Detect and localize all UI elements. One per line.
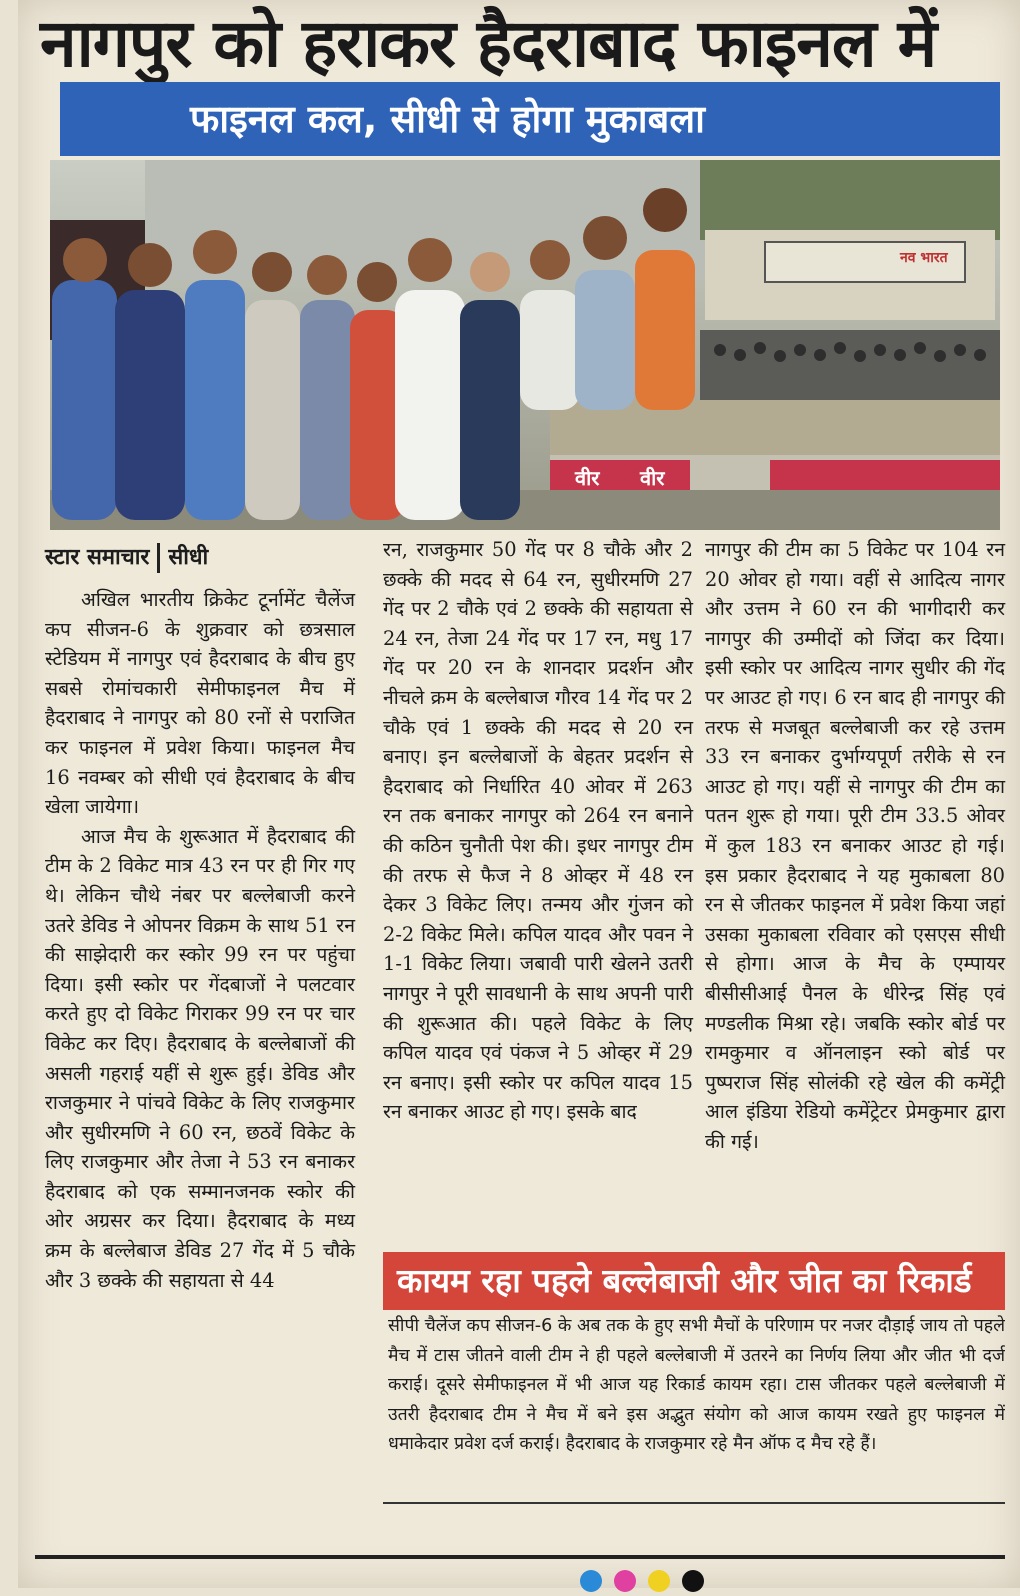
subheadline-banner: फाइनल कल, सीधी से होगा मुकाबला — [60, 82, 1000, 156]
article-column-1 — [45, 585, 355, 1295]
page-bottom-rule — [35, 1555, 1005, 1559]
headline: नागपुर को हराकर हैदराबाद फाइनल में — [40, 5, 937, 82]
article-column-3 — [705, 535, 1005, 1156]
sign-right-text: वीर — [640, 466, 665, 490]
black-dot — [682, 1570, 704, 1592]
article-paragraph: नागपुर की टीम का 5 विकेट पर 104 रन 20 ओवर हो गया। वहीं से आदित्य नागर और उत्तम ने 60 रन की भागीदारी कर नागपुर की उम्मीदों को जिंदा कर दिया। इसी स्कोर पर आदित्य नागर सुधीर की गेंद पर आउट हो गए। 6 रन बाद ही नागपुर की तरफ से मजबूत बल्लेबाजी कर रहे उत्तम 33 रन बनाकर दुर्भाग्यपूर्ण तरीके से रन आउट हो गए। यहीं से नागपुर की टीम का पतन शुरू हो गया। पूरी टीम 33.5 ओवर में कुल 183 रन बनाकर आउट हो गई। इस प्रकार हैदराबाद ने यह मुकाबला 80 रन से जीतकर फाइनल में प्रवेश किया जहां उसका मुकाबला रविवार को एसएस सीधी से होगा। आज के मैच के एम्पायर बीसीसीआई पैनल के धीरेन्द्र सिंह एवं मण्डलीक मिश्रा रहे। जबकि स्कोर बोर्ड पर रामकुमार व ऑनलाइन स्को बोर्ड पर पुष्पराज सिंह सोलंकी रहे खेल की कमेंट्री आल इंडिया रेडियो कमेंट्रेटर प्रेमकुमार द्वारा की गई। — [705, 538, 1005, 1153]
news-photo — [50, 160, 1000, 530]
article-paragraph: अखिल भारतीय क्रिकेट टूर्नामेंट चैलेंज कप सीजन-6 के शुक्रवार को छत्रसाल स्टेडियम में नागपुर एवं हैदराबाद के बीच हुए सबसे रोमांचकारी सेमीफाइनल मैच में हैदराबाद ने नागपुर को 80 रनों से पराजित कर फाइनल में प्रवेश किया। फाइनल मैच 16 नवम्बर को सीधी एवं हैदराबाद के बीच खेला जायेगा। — [45, 588, 355, 819]
dateline-divider — [157, 543, 160, 573]
sign-left-text: वीर — [575, 466, 600, 490]
sidebar-box-rule — [383, 1502, 1005, 1504]
scoreboard-text: नव भारत — [900, 250, 948, 266]
color-registration-marks — [580, 1570, 716, 1588]
dateline — [45, 538, 355, 578]
article-column-2 — [383, 535, 693, 1127]
yellow-dot — [648, 1570, 670, 1592]
photo-illustration — [50, 160, 1000, 530]
sidebar-box-title: कायम रहा पहले बल्लेबाजी और जीत का रिकार्ड — [383, 1252, 1005, 1310]
article-paragraph: आज मैच के शुरूआत में हैदराबाद की टीम के 2 विकेट मात्र 43 रन पर ही गिर गए थे। लेकिन चौथे नंबर पर बल्लेबाजी करने उतरे डेविड ने ओपनर विक्रम के साथ 51 रन की साझेदारी कर स्कोर 99 रन पर पहुंचा दिया। इसी स्कोर पर गेंदबाजों ने पलटवार करते हुए दो विकेट गिराकर 99 रन पर चार विकेट कर दिए। हैदराबाद के बल्लेबाजों की असली गहराई यहीं से शुरू हुई। डेविड और राजकुमार ने पांचवे विकेट के लिए राजकुमार और सुधीरमणि ने 60 रन, छठवें विकेट के लिए राजकुमार और तेजा ने 53 रन बनाकर हैदराबाद को एक सम्मानजनक स्कोर की ओर अग्रसर कर दिया। हैदराबाद के मध्य क्रम के बल्लेबाज डेविड 27 गेंद में 5 चौके और 3 छक्के की सहायता से 44 — [45, 824, 355, 1292]
magenta-dot — [614, 1570, 636, 1592]
cyan-dot — [580, 1570, 602, 1592]
sidebar-box-body: सीपी चैलेंज कप सीजन-6 के अब तक के हुए सभी मैचों के परिणाम पर नजर दौड़ाई जाय तो पहले मैच में टास जीतने वाली टीम ने ही पहले बल्लेबाजी में उतरने का निर्णय लिया और जीत भी दर्ज कराई। दूसरे सेमीफाइनल में भी आज यह रिकार्ड कायम रहा। टास जीतकर पहले बल्लेबाजी में उतरी हैदराबाद टीम ने मैच में बने इस अद्भुत संयोग को आज कायम रखते हुए फाइनल में धमाकेदार प्रवेश दर्ज कराई। हैदराबाद के राजकुमार रहे मैन ऑफ द मैच रहे हैं। — [388, 1316, 1005, 1454]
article-paragraph: रन, राजकुमार 50 गेंद पर 8 चौके और 2 छक्के की मदद से 64 रन, सुधीरमणि 27 गेंद पर 2 चौके एवं 2 छक्के की सहायता से 24 रन, तेजा 24 गेंद पर 17 रन, मधु 17 गेंद पर 20 रन के शानदार प्रदर्शन और नीचले क्रम के बल्लेबाज गौरव 14 गेंद पर 2 चौके एवं 1 छक्के की मदद से 20 रन बनाए। इन बल्लेबाजों के बेहतर प्रदर्शन से हैदराबाद को निर्धारित 40 ओवर में 263 रन तक बनाकर नागपुर को 264 रन बनाने की कठिन चुनौती पेश की। इधर नागपुर टीम की तरफ से फैज ने 8 ओव्हर में 48 रन देकर 3 विकेट लिए। तन्मय और गुंजन को 2-2 विकेट मिले। कपिल यादव और पवन ने 1-1 विकेट लिया। जबावी पारी खेलने उतरी नागपुर ने पूरी सावधानी के साथ अपनी पारी की शुरूआत की। पहले विकेट के लिए कपिल यादव एवं पंकज ने 5 ओव्हर में 29 रन बनाए। इसी स्कोर पर कपिल यादव 15 रन बनाकर आउट हो गए। इसके बाद — [383, 538, 693, 1124]
news-place: सीधी — [168, 545, 209, 570]
news-source: स्टार समाचार — [45, 545, 150, 570]
